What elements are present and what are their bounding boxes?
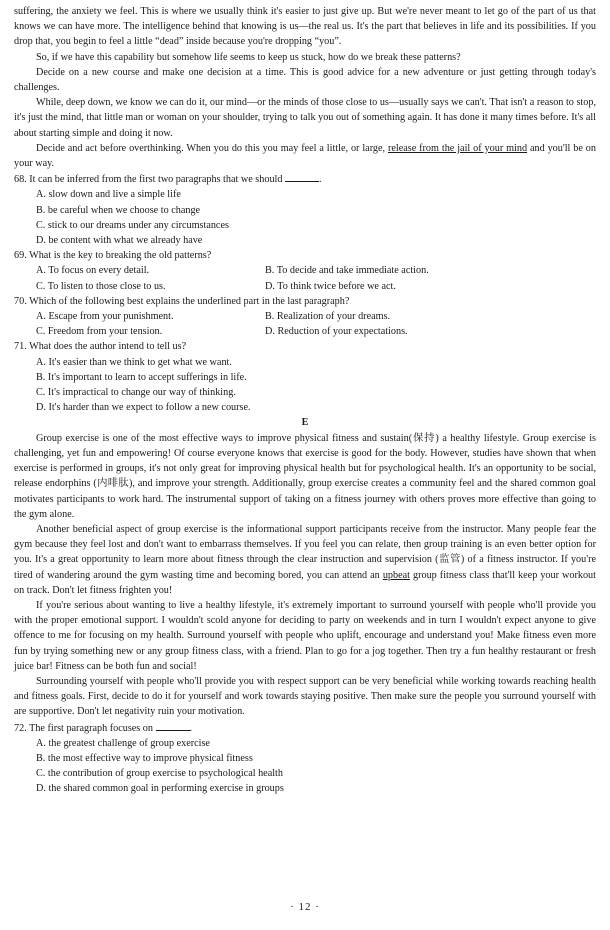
underlined-word-upbeat: upbeat bbox=[382, 569, 410, 581]
section-e-heading: E bbox=[301, 417, 309, 429]
q69-option-b: B. To decide and take immediate action. bbox=[265, 265, 429, 277]
q70-option-d: D. Reduction of your expectations. bbox=[265, 326, 408, 338]
q70-option-a: A. Escape from your punishment. bbox=[36, 311, 174, 323]
passage-e-paragraph-3: If you're serious about wanting to live a healthy lifestyle, it's extremely important to surround yourself with people who'll provide you with the proper emotional support. I wouldn't scold anyone for deciding to party on weekends and in turn I wouldn't expect anyone to give offence to me for focusing on my health. Surround yourself with people who uplift, encourage and understand you! Make fitness even more fun by trying something new or any group fitness class, with a friend. Plan to go for a jog together. Then try a fun healthy restaurant or fresh juice bar! Fitness can be both fun and social! bbox=[14, 599, 596, 672]
p2-text-before: Another beneficial aspect of group exercise is the informational support participants receive from the instructor. Many people fear the gym because they feel lost and don't want to embarrass themselves. If you feel you can relate, then group training is an even better option for you. It's a great opportunity to learn more about fitness through the clear instruction and supervision (监管) of a fitness instructor. If you're tired of wandering around the gym wasting time and becoming bored, you can attend an bbox=[14, 523, 596, 581]
passage-d-paragraph-2: So, if we have this capability but somehow life seems to keep us stuck, how do we break these patterns? bbox=[36, 51, 461, 63]
q68-option-c: C. stick to our dreams under any circumstances bbox=[36, 219, 229, 231]
passage-d-paragraph-4: While, deep down, we know we can do it, our mind—or the minds of those close to us—usually says we can't. That isn't a reason to stop, it's just the mind, that little man or woman on your shoulder, trying to talk you out of something again. It has done it many times before. It's all about starting simple and doing it now. bbox=[14, 97, 596, 139]
q72-option-d: D. the shared common goal in performing exercise in groups bbox=[36, 783, 284, 795]
q71-option-c: C. It's impractical to change our way of thinking. bbox=[36, 387, 236, 399]
passage-d-paragraph-5 bbox=[14, 141, 596, 171]
page-number: · 12 · bbox=[290, 901, 320, 913]
question-68-stem: 68. It can be inferred from the first two paragraphs that we should bbox=[14, 174, 283, 186]
question-68: 68. It can be inferred from the first two paragraphs that we should . bbox=[14, 171, 596, 187]
p5-text-after: and you'll be on your way. bbox=[14, 142, 596, 170]
q68-option-b: B. be careful when we choose to change bbox=[36, 204, 201, 216]
question-72: 72. The first paragraph focuses on . bbox=[14, 720, 596, 736]
q70-option-b: B. Realization of your dreams. bbox=[265, 311, 391, 323]
question-70-stem: 70. Which of the following best explains the underlined part in the last paragraph? bbox=[14, 295, 350, 307]
question-69-stem: 69. What is the key to breaking the old patterns? bbox=[14, 250, 212, 262]
passage-d-paragraph-3: Decide on a new course and make one decision at a time. This is good advice for a new adventure or just getting through today's challenges. bbox=[14, 66, 596, 94]
answer-blank bbox=[285, 171, 319, 182]
q72-option-a: A. the greatest challenge of group exercise bbox=[36, 737, 210, 749]
passage-e-paragraph-2 bbox=[14, 522, 596, 598]
q68-option-a: A. slow down and live a simple life bbox=[36, 189, 181, 201]
q71-option-b: B. It's important to learn to accept sufferings in life. bbox=[36, 371, 247, 383]
q69-options-row-1 bbox=[36, 263, 596, 278]
q70-options-row-2 bbox=[36, 324, 596, 339]
passage-d-paragraph-1: suffering, the anxiety we feel. This is where we usually think it's easier to just give up. But we're never meant to let go of the part of us that knows we can have more. The intelligence behind that knowing is us—the real us. It's the part that believes in life and its possibilities. If you drop that, you begin to feel a little “dead” inside because you're dropping “you”. bbox=[14, 6, 596, 48]
q69-option-d: D. To think twice before we act. bbox=[265, 280, 396, 292]
q71-option-a: A. It's easier than we think to get what we want. bbox=[36, 356, 232, 368]
q69-options-row-2 bbox=[36, 279, 596, 294]
q72-option-b: B. the most effective way to improve physical fitness bbox=[36, 752, 253, 764]
underlined-phrase-jail: release from the jail of your mind bbox=[387, 142, 528, 154]
p5-text-before: Decide and act before overthinking. When you do this you may feel a little, or large, bbox=[36, 142, 388, 154]
q70-option-c: C. Freedom from your tension. bbox=[36, 326, 163, 338]
p2-text-after: group fitness class that'll keep your workout on track. Don't let fitness frighten you! bbox=[14, 569, 596, 596]
question-71-stem: 71. What does the author intend to tell us? bbox=[14, 341, 187, 353]
q68-option-d: D. be content with what we already have bbox=[36, 235, 203, 247]
q69-option-a: A. To focus on every detail. bbox=[36, 265, 150, 277]
q70-options-row-1 bbox=[36, 309, 596, 324]
question-72-stem: 72. The first paragraph focuses on bbox=[14, 722, 153, 734]
q69-option-c: C. To listen to those close to us. bbox=[36, 280, 166, 292]
q72-option-c: C. the contribution of group exercise to psychological health bbox=[36, 768, 283, 780]
answer-blank bbox=[156, 720, 190, 731]
passage-e-paragraph-1: Group exercise is one of the most effective ways to improve physical fitness and sustain(保持) a healthy lifestyle. Group exercise is challenging, yet fun and empowering! Of course everyone knows that exercise is good for the body. However, studies have shown that when exercise is performed in groups, it's not only great for improving physical health but for psychological health. It's an opportunity to be social, release endorphins (内啡肽), and improve your strength. Additionally, group exercise creates a community feel and the shared common goal motivates participants to work hard. The instrumental support of taking on a fitness journey with others proves more effective than going to the gym alone. bbox=[14, 432, 596, 520]
q71-option-d: D. It's harder than we expect to follow a new course. bbox=[36, 402, 251, 414]
passage-e-paragraph-4: Surrounding yourself with people who'll provide you with respect support can be very beneficial while working towards reaching health and fitness goals. First, decide to do it for yourself and work towards staying positive. Then make sure the people you surround yourself with are supportive. Don't let negativity ruin your motivation. bbox=[14, 675, 596, 718]
